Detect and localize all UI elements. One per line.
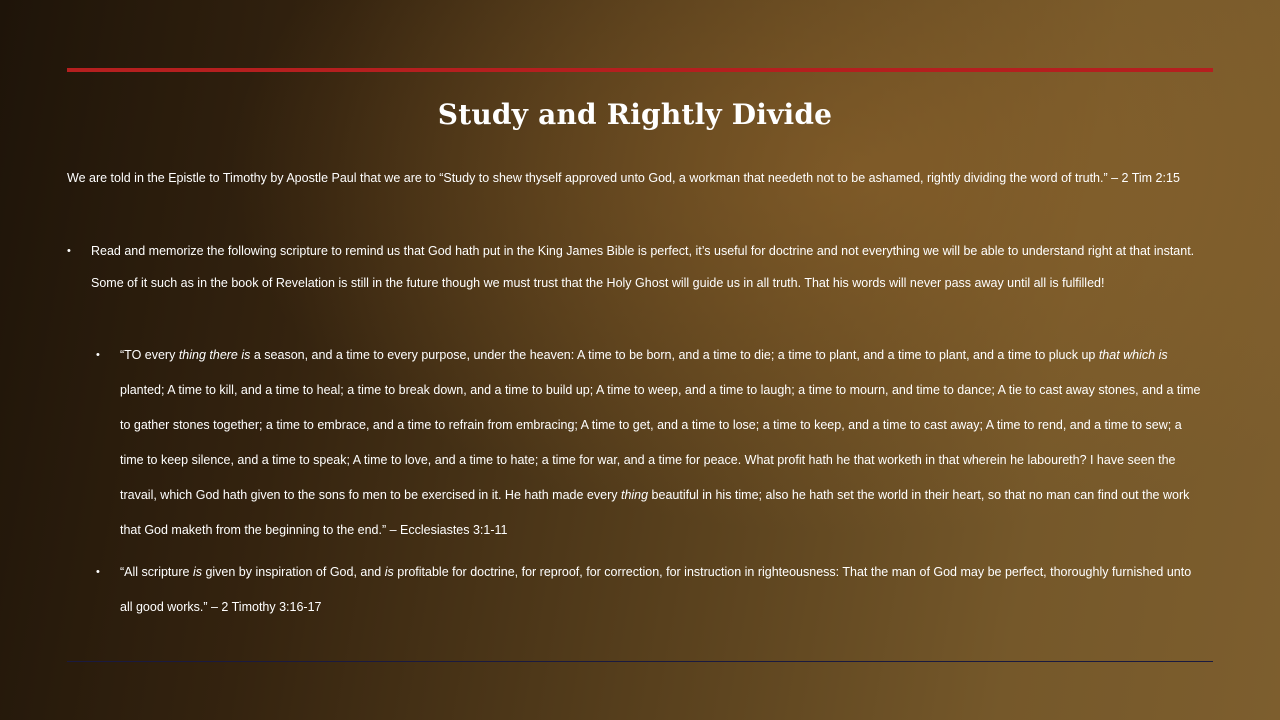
bottom-rule [67,661,1213,662]
timothy-text: “All scripture is given by inspiration of God, and is profitable for doctrine, for reproof, for correction, for instruction in righteousness: That the man of God may be perfect, thoroughly furnished unto all good works.” – 2 Timothy 3:16-17 [120,565,1192,614]
scripture-bullet-list [96,338,1204,625]
main-bullet-list [67,235,1207,299]
scripture-timothy [96,555,1204,625]
ecclesiastes-text: “TO every thing there is a season, and a time to every purpose, under the heaven: A time to be born, and a time to die; a time to plant, and a time to plant, and a time to pluck up that which is planted; A time to kill, and a time to heal; a time to break down, and a time to build up; A time to weep, and a time to laugh; a time to mourn, and time to dance; A tie to cast away stones, and a time to gather stones together; a time to embrace, and a time to refrain from embracing; A time to get, and a time to lose; a time to keep, and a time to cast away; A time to rend, and a time to sew; a time to keep silence, and a time to speak; A time to love, and a time to hate; a time for war, and a time for peace. What profit hath he that worketh in that wherein he laboureth? I have seen the travail, which God hath given to the sons fo men to be exercised in it. He hath made every thing beautiful in his time; also he hath set the world in their heart, so that no man can find out the work that God maketh from the beginning to the end.” – Ecclesiastes 3:1-11 [120,348,1201,537]
scripture-ecclesiastes [96,338,1204,548]
bullet-icon: • [67,245,71,257]
main-bullet-text: Read and memorize the following scripture to remind us that God hath put in the King James Bible is perfect, it’s useful for doctrine and not everything we will be able to understand right at that instant. Some of it such as in the book of Revelation is still in the future though we must trust that the Holy Ghost will guide us in all truth. That his words will never pass away until all is fulfilled! [91,244,1195,290]
slide-title: Study and Rightly Divide [437,98,833,131]
intro-paragraph: We are told in the Epistle to Timothy by Apostle Paul that we are to “Study to shew thyself approved unto God, a workman that needeth not to be ashamed, rightly dividing the word of truth.” – 2 Tim 2:15 [67,171,1180,185]
main-bullet-item [67,235,1207,299]
bullet-icon: • [96,349,100,361]
top-accent-rule [67,68,1213,72]
bullet-icon: • [96,566,100,578]
